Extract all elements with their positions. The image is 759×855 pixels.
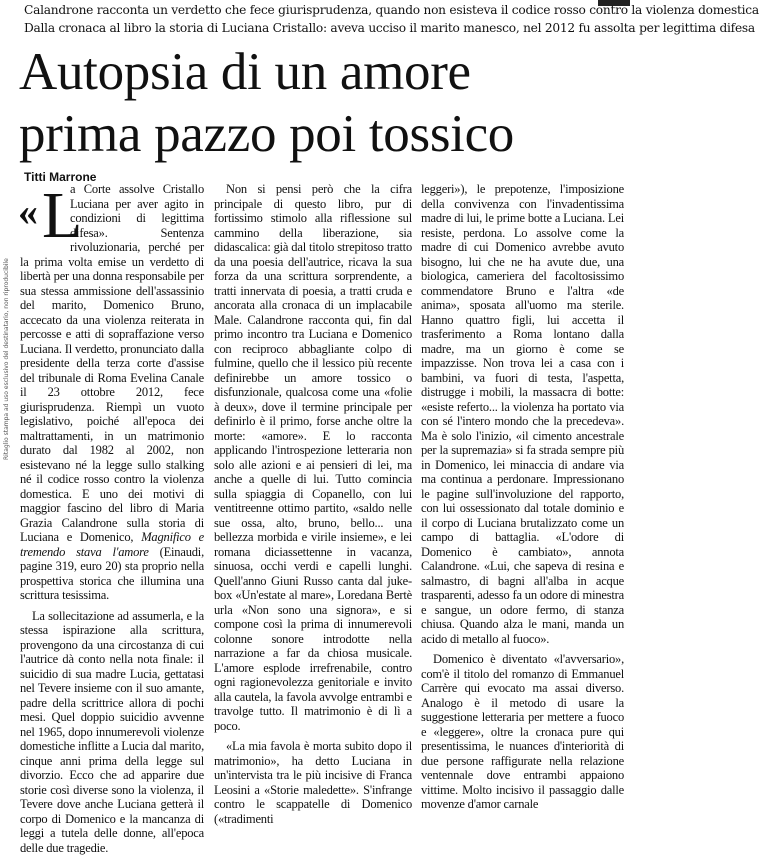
paragraph: Domenico è diventato «l'avversario», com'è il titolo del romanzo di Emmanuel Carrère qui evocato ma assai diverso. Analogo è il metodo di usare la suggestione letteraria per mettere a fuoco e «leggere», oltre la cronaca pure qui presentissima, le nuances d'interiorità di due persone raffigurate nella relazione ventennale dove entrambi appaiono vittime. Molto incisivo il passaggio dalle movenze d'amor carnale — [421, 652, 624, 812]
headline-line-2: prima pazzo poi tossico — [19, 106, 629, 162]
drop-cap — [18, 188, 66, 248]
kicker-line-1: Calandrone racconta un verdetto che fece giurisprudenza, quando non esisteva il codice rosso contro la violenza domestica — [24, 2, 624, 19]
article-column-1 — [20, 182, 204, 735]
book-info: (Einaudi, pagine 319, euro 20) sta proprio nella prospettiva storica che illumina una scrittura tesissima. — [20, 545, 204, 603]
copyright-note: Ritaglio stampa ad uso esclusivo del destinatario, non riproducibile — [3, 258, 10, 460]
headline-line-1: Autopsia di un amore — [19, 44, 629, 100]
author-byline: Titti Marrone — [24, 170, 96, 184]
drop-cap-letter: L — [42, 188, 82, 244]
kicker-line-2: Dalla cronaca al libro la storia di Luciana Cristallo: aveva ucciso il marito manesco, nel 2012 fu assolta per legittima difesa — [24, 20, 624, 37]
paragraph: La sollecitazione ad assumerla, e la stessa ispirazione alla scrittura, provengono da una circostanza di cui l'autrice dà conto nella nota finale: il suicidio di sua madre Lucia, gettatasi nel Tevere insieme con il suo amante, padre della scrittrice allora di pochi mesi. Quel doppio suicidio avvenne nel 1965, dopo innumerevoli violenze domestiche inflitte a Lucia dal marito, cinque anni prima della legge sul divorzio. Ecco che ad apparire due storie così diverse sono la violenza, il Tevere dove anche Luciana getterà il corpo di Domenico e la mancanza di leggi a tutela delle donne, all'epoca delle due tragedie. — [20, 609, 204, 855]
book-title: Magnifico e tremendo stava l'amore — [20, 530, 204, 559]
paragraph: «La mia favola è morta subito dopo il matrimonio», ha detto Luciana in un'intervista tra le più incisive di Franca Leosini a «Storie maledette». S'infrange contro le scappatelle di Domenico («tradimenti — [214, 739, 412, 826]
copyright-sidebar — [3, 170, 17, 460]
article-column-2 — [214, 182, 412, 735]
article-column-3 — [421, 182, 624, 735]
paragraph-text: a Corte assolve Cristallo Luciana per aver agito in condizioni di legittima difesa». Sentenza rivoluzionaria, perché per la prima volta emise un verdetto di libertà per una donna responsabile per sua stessa ammissione dell'assassinio del marito, Domenico Bruno, accecato da una violenza reiterata in percosse e atti di sopraffazione verso Luciana. Il verdetto, pronunciato dalla presidente della terza corte d'assise del tribunale di Roma Evelina Canale il 23 ottobre 2012, fece giurisprudenza. Riempì un vuoto legislativo, poiché all'epoca dei maltrattamenti, in un matrimonio durato dal 1982 al 2002, non esistevano né la legge sullo stalking né il codice rosso contro la violenza domestica. E uno dei motivi di maggior fascino del libro di Maria Grazia Calandrone sulla storia di Luciana e Domenico, — [20, 182, 204, 544]
drop-cap-quote: « — [18, 192, 38, 232]
paragraph: Non si pensi però che la cifra principale di questo libro, pur di fortissimo stimolo alla riflessione sul cammino della liberazione, sia didascalica: già dal titolo strepitoso tratto da una poesia dell'autrice, ricava la sua forza da una scrittura sorprendente, a tratti innervata di poesia, a tratti cruda e ancorata alla cronaca di un implacabile Male. Calandrone racconta qui, fin dal primo incontro tra Luciana e Domenico con reciproco abbagliante colpo di fulmine, quello che il lessico più recente definirebbe un amore tossico o disfunzionale, qualcosa come una «folie à deux», dove il termine principale per definirlo è il primo, forse anche oltre la morte: «amore». E lo racconta applicando l'introspezione letteraria non solo alle azioni e ai pensieri di lei, ma anche a quelle di lui. Tutto comincia sulla spiaggia di Copanello, con lui ventitreenne ottimo partito, «saldo nelle sue ossa, alto, bruno, bello... una bellezza morbida e virile insieme», e lei romana diciassettenne in vacanza, sinuosa, occhi verdi e capelli lunghi. Quell'anno Giuni Russo canta dal juke-box «Un'estate al mare», Loredana Bertè urla «Non sono una signora», e si compone così la prima di innumerevoli colonne sonore introdotte nella narrazione a far da chiosa musicale. L'amore esplode irrefrenabile, contro ogni ragionevolezza genitoriale e invito alla cautela, la favola avvolge entrambi e travolge tutto. Il matrimonio è di lì a poco. — [214, 182, 412, 733]
paragraph: leggeri»), le prepotenze, l'imposizione della convivenza con l'invadentissima madre di lui, le prime botte a Luciana. Lei resiste, perdona. Lo assolve come la madre di cui Domenico avrebbe avuto bisogno, lui che ne ha avute due, una biologica, cameriera del facoltosissimo commendatore Bruno e l'altra «de anima», sposata all'uomo ma sterile. Hanno quattro figli, lui accetta il trasferimento a Roma lontano dalla madre, ma un giorno è come se impazzisse. Non trova lei a casa con i bambini, va fuori di testa, l'aspetta, distrugge i mobili, la massacra di botte: «esiste referto... la violenza ha portato via con sé l'intero mondo che la precedeva». Ma è solo l'inizio, «il cimento ancestrale per la supremazia» si fa strada sempre più in Domenico, lei minaccia di andare via ma continua a perdonare. Impressionano le pagine sull'involuzione del rapporto, con lui ossessionato dal totale dominio e il corpo di Luciana brutalizzato come un campo di battaglia. «L'odore di Domenico è cambiato», annota Calandrone. «Lui, che sapeva di resina e salmastro, di bagni all'alba in acque trasparenti, adesso fa un odore di minestra e sangue, un odore fermo, di stanza chiusa. Quando alza le mani, manda un acido di metallo al fuoco». — [421, 182, 624, 646]
